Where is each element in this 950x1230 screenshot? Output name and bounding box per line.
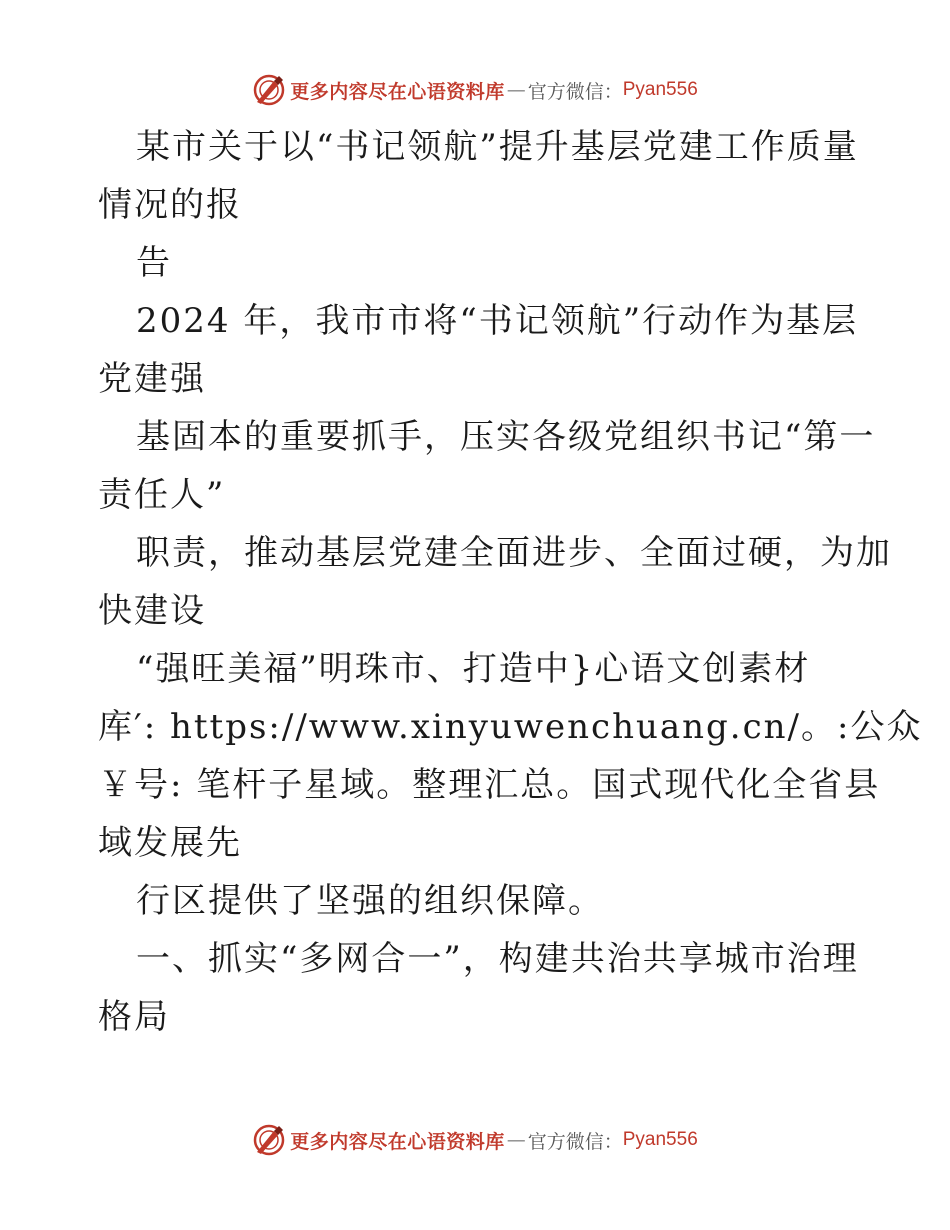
title-line-3: 告 [136,243,172,283]
header-watermark [0,72,950,108]
wechat-label: 官方微信： [527,1130,623,1153]
section-heading: 一、抓实“多网合一”，构建共治共享城市治理 [136,939,859,979]
paragraph-line: ￥号: 笔杆子星域。整理汇总。国式现代化全省县 [98,765,881,805]
watermark-separator: — [506,79,526,101]
paragraph-line: 2024 年，我市市将“书记领航”行动作为基层 [136,301,859,341]
paragraph-line: 党建强 [98,359,206,399]
watermark-separator: — [506,1129,526,1151]
paragraph-line: “强旺美福”明珠市、打造中}心语文创素材 [136,649,811,689]
wechat-label: 官方微信： [527,80,623,103]
title-line-1: 某市关于以“书记领航”提升基层党建工作质量 [136,127,859,167]
section-heading: 格局 [98,997,170,1037]
pen-seal-icon [252,73,286,107]
paragraph-line: 职责，推动基层党建全面进步、全面过硬，为加 [136,533,892,573]
wechat-id: Pyan556 [622,79,698,100]
wechat-id: Pyan556 [622,1129,698,1150]
paragraph-line: 库′: https://www.xinyuwenchuang.cn/。:公众 [98,707,923,747]
paragraph-line: 行区提供了坚强的组织保障。 [136,881,604,921]
paragraph-line: 域发展先 [98,823,242,863]
paragraph-line: 快建设 [98,591,206,631]
watermark-text: 更多内容尽在心语资料库 [290,80,505,103]
title-line-2: 情况的报 [98,185,242,225]
paragraph-line: 责任人” [98,475,226,515]
pen-seal-icon [252,1123,286,1157]
paragraph-line: 基固本的重要抓手，压实各级党组织书记“第一 [136,417,876,457]
watermark-text: 更多内容尽在心语资料库 [290,1130,505,1153]
document-body [98,118,923,1046]
footer-watermark [0,1122,950,1158]
